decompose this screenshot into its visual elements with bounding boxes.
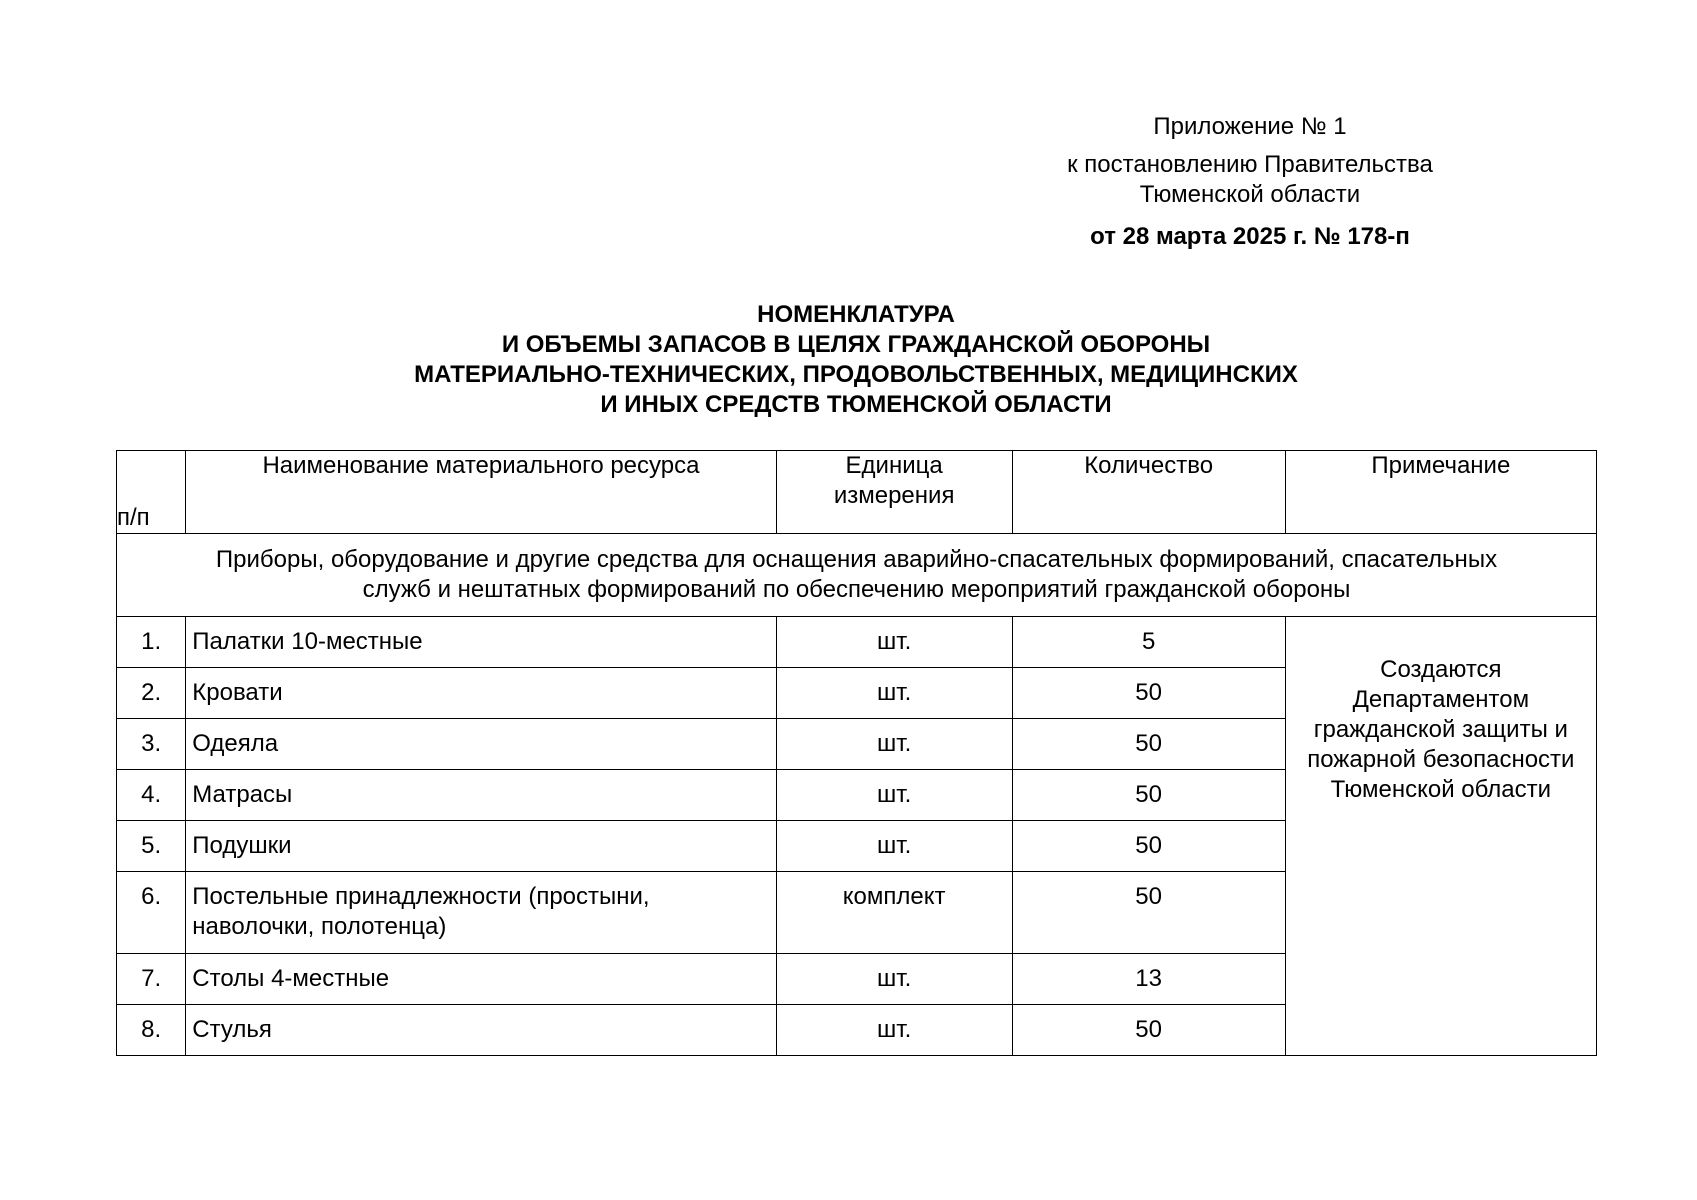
row-name: Палатки 10-местные: [186, 617, 776, 668]
row-unit: шт.: [776, 770, 1012, 821]
table-row: [117, 617, 1597, 668]
section-heading-line-2: служб и нештатных формирований по обеспечению мероприятий гражданской обороны: [362, 576, 1351, 603]
section-heading-line-1: Приборы, оборудование и другие средства для оснащения аварийно-спасательных формирований, спасательных: [215, 546, 1498, 573]
appendix-block: [1000, 112, 1500, 252]
section-heading: [117, 534, 1597, 617]
note-line-5: Тюменской области: [1330, 776, 1552, 803]
row-qty: 50: [1012, 872, 1285, 954]
row-name: Матрасы: [186, 770, 776, 821]
row-qty: 13: [1012, 954, 1285, 1005]
header-note: Примечание: [1285, 451, 1596, 534]
row-qty: 50: [1012, 821, 1285, 872]
table-header-row: [117, 451, 1597, 534]
title-line-4: И ИНЫХ СРЕДСТВ ТЮМЕНСКОЙ ОБЛАСТИ: [600, 391, 1112, 418]
appendix-date-line: от 28 марта 2025 г. № 178-п: [1090, 223, 1410, 250]
note-line-3: гражданской защиты и: [1313, 716, 1568, 743]
row-qty: 5: [1012, 617, 1285, 668]
row-name: Одеяла: [186, 719, 776, 770]
header-qty: Количество: [1012, 451, 1285, 534]
row-num: 7.: [117, 954, 186, 1005]
row-name: Стулья: [186, 1005, 776, 1056]
note-line-2: Департаментом: [1352, 686, 1530, 713]
row-num: 2.: [117, 668, 186, 719]
title-line-1: НОМЕНКЛАТУРА: [757, 301, 955, 328]
row-unit: шт.: [776, 1005, 1012, 1056]
row-name: Кровати: [186, 668, 776, 719]
row-num: 3.: [117, 719, 186, 770]
row-unit: шт.: [776, 617, 1012, 668]
appendix-region-line: Тюменской области: [1139, 181, 1361, 208]
row-qty: 50: [1012, 770, 1285, 821]
title-line-3: МАТЕРИАЛЬНО-ТЕХНИЧЕСКИХ, ПРОДОВОЛЬСТВЕННЫХ, МЕДИЦИНСКИХ: [414, 361, 1298, 388]
appendix-number: Приложение № 1: [1153, 113, 1347, 140]
row-qty: 50: [1012, 668, 1285, 719]
row-name: [186, 872, 776, 954]
row-num: 4.: [117, 770, 186, 821]
note-line-4: пожарной безопасности: [1307, 746, 1575, 773]
title-line-2: И ОБЪЕМЫ ЗАПАСОВ В ЦЕЛЯХ ГРАЖДАНСКОЙ ОБОРОНЫ: [501, 331, 1211, 358]
document-title: [116, 300, 1596, 420]
row-num: 6.: [117, 872, 186, 954]
row-unit: комплект: [776, 872, 1012, 954]
row-unit: шт.: [776, 954, 1012, 1005]
row-unit: шт.: [776, 668, 1012, 719]
appendix-resolution-line: к постановлению Правительства: [1067, 151, 1433, 178]
row-num: 1.: [117, 617, 186, 668]
row-unit: шт.: [776, 821, 1012, 872]
header-num: п/п: [117, 451, 186, 534]
row-name-line-1: Постельные принадлежности (простыни,: [192, 883, 650, 910]
row-note: [1285, 617, 1596, 1056]
section-row: [117, 534, 1597, 617]
nomenclature-table: [116, 450, 1597, 1056]
row-name: Подушки: [186, 821, 776, 872]
header-name: Наименование материального ресурса: [186, 451, 776, 534]
header-unit-line-2: измерения: [833, 482, 955, 509]
header-unit-line-1: Единица: [845, 452, 943, 479]
row-name: Столы 4-местные: [186, 954, 776, 1005]
row-qty: 50: [1012, 719, 1285, 770]
row-unit: шт.: [776, 719, 1012, 770]
note-line-1: Создаются: [1380, 656, 1502, 683]
row-num: 8.: [117, 1005, 186, 1056]
row-num: 5.: [117, 821, 186, 872]
row-qty: 50: [1012, 1005, 1285, 1056]
header-unit: [776, 451, 1012, 534]
row-name-line-2: наволочки, полотенца): [192, 913, 447, 940]
